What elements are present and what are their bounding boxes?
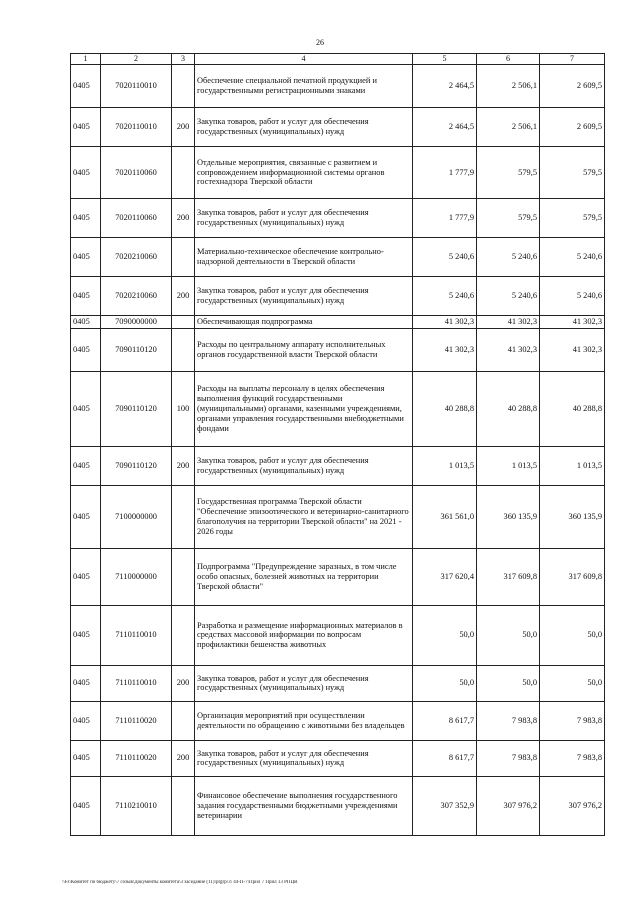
target-article-cell: 7090000000 <box>101 316 172 329</box>
section-code-cell: 0405 <box>71 605 101 665</box>
target-article-cell: 7110210010 <box>101 776 172 835</box>
expense-type-cell: 200 <box>172 740 195 776</box>
amount-year1-cell: 40 288,8 <box>413 371 477 446</box>
amount-year3-cell: 317 609,8 <box>540 548 605 605</box>
header-col-7: 7 <box>540 54 605 65</box>
amount-year2-cell: 7 983,8 <box>477 740 540 776</box>
table-row <box>71 199 605 238</box>
description-cell: Закупка товаров, работ и услуг для обеспечения государственных (муниципальных) нужд <box>195 665 413 701</box>
description-cell: Закупка товаров, работ и услуг для обеспечения государственных (муниципальных) нужд <box>195 446 413 485</box>
amount-year2-cell: 579,5 <box>477 199 540 238</box>
description-cell: Отдельные мероприятия, связанные с развитием и сопровождением информационной системы органов гостехнадзора Тверской области <box>195 147 413 199</box>
description-cell: Организация мероприятий при осуществлении деятельности по обращению с животными без владельцев <box>195 701 413 740</box>
expense-type-cell: 200 <box>172 277 195 316</box>
target-article-cell: 7110110010 <box>101 665 172 701</box>
amount-year1-cell: 5 240,6 <box>413 238 477 277</box>
expense-type-cell <box>172 776 195 835</box>
expense-type-cell: 100 <box>172 371 195 446</box>
table-row <box>71 328 605 371</box>
expense-type-cell: 200 <box>172 665 195 701</box>
amount-year3-cell: 579,5 <box>540 199 605 238</box>
description-cell: Государственная программа Тверской области "Обеспечение эпизоотического и ветеринарно-санитарного благополучия на территории Тверской области" на 2021 - 2026 годы <box>195 485 413 548</box>
amount-year1-cell: 2 464,5 <box>413 108 477 147</box>
section-code-cell: 0405 <box>71 446 101 485</box>
header-col-3: 3 <box>172 54 195 65</box>
section-code-cell: 0405 <box>71 548 101 605</box>
table-row <box>71 605 605 665</box>
footer-file-path: \\Fs\Комитет по бюджету\7 созыв\Документы комитета\3 заседание (11)\prgrp\3\ 44-П-7\Прил 7 Прил 13 РПЦВ <box>62 880 298 885</box>
amount-year1-cell: 41 302,3 <box>413 316 477 329</box>
section-code-cell: 0405 <box>71 316 101 329</box>
table-row <box>71 65 605 108</box>
header-col-1: 1 <box>71 54 101 65</box>
section-code-cell: 0405 <box>71 328 101 371</box>
expense-type-cell: 200 <box>172 199 195 238</box>
description-cell: Материально-техническое обеспечение контрольно-надзорной деятельности в Тверской области <box>195 238 413 277</box>
section-code-cell: 0405 <box>71 701 101 740</box>
table-row <box>71 548 605 605</box>
table-row <box>71 108 605 147</box>
table-row <box>71 277 605 316</box>
table-row <box>71 238 605 277</box>
table-row <box>71 701 605 740</box>
amount-year1-cell: 50,0 <box>413 605 477 665</box>
amount-year1-cell: 8 617,7 <box>413 740 477 776</box>
amount-year2-cell: 2 506,1 <box>477 108 540 147</box>
target-article-cell: 7020110060 <box>101 147 172 199</box>
amount-year1-cell: 8 617,7 <box>413 701 477 740</box>
target-article-cell: 7110000000 <box>101 548 172 605</box>
description-cell: Закупка товаров, работ и услуг для обеспечения государственных (муниципальных) нужд <box>195 277 413 316</box>
section-code-cell: 0405 <box>71 665 101 701</box>
amount-year2-cell: 7 983,8 <box>477 701 540 740</box>
amount-year3-cell: 41 302,3 <box>540 316 605 329</box>
table-row <box>71 316 605 329</box>
amount-year3-cell: 41 302,3 <box>540 328 605 371</box>
amount-year2-cell: 40 288,8 <box>477 371 540 446</box>
amount-year3-cell: 579,5 <box>540 147 605 199</box>
target-article-cell: 7020110010 <box>101 108 172 147</box>
page-number: 26 <box>316 38 324 47</box>
amount-year1-cell: 317 620,4 <box>413 548 477 605</box>
amount-year2-cell: 5 240,6 <box>477 277 540 316</box>
description-cell: Разработка и размещение информационных материалов в средствах массовой информации по вопросам профилактики бешенства животных <box>195 605 413 665</box>
target-article-cell: 7020110060 <box>101 199 172 238</box>
target-article-cell: 7110110020 <box>101 701 172 740</box>
amount-year3-cell: 7 983,8 <box>540 740 605 776</box>
amount-year3-cell: 2 609,5 <box>540 108 605 147</box>
amount-year1-cell: 307 352,9 <box>413 776 477 835</box>
amount-year2-cell: 360 135,9 <box>477 485 540 548</box>
target-article-cell: 7090110120 <box>101 328 172 371</box>
expense-type-cell <box>172 548 195 605</box>
expense-type-cell <box>172 605 195 665</box>
amount-year3-cell: 360 135,9 <box>540 485 605 548</box>
amount-year3-cell: 307 976,2 <box>540 776 605 835</box>
description-cell: Обеспечивающая подпрограмма <box>195 316 413 329</box>
table-row <box>71 776 605 835</box>
section-code-cell: 0405 <box>71 199 101 238</box>
section-code-cell: 0405 <box>71 277 101 316</box>
expense-type-cell <box>172 316 195 329</box>
amount-year1-cell: 1 777,9 <box>413 147 477 199</box>
section-code-cell: 0405 <box>71 65 101 108</box>
table-row <box>71 371 605 446</box>
table-row <box>71 446 605 485</box>
target-article-cell: 7020210060 <box>101 238 172 277</box>
amount-year1-cell: 41 302,3 <box>413 328 477 371</box>
description-cell: Расходы на выплаты персоналу в целях обеспечения выполнения функций государственными (муниципальными) органами, казенными учреждениями, органами управления государственными внебюджетными фондами <box>195 371 413 446</box>
target-article-cell: 7090110120 <box>101 446 172 485</box>
target-article-cell: 7020210060 <box>101 277 172 316</box>
expense-type-cell <box>172 238 195 277</box>
expense-type-cell: 200 <box>172 446 195 485</box>
expense-type-cell <box>172 485 195 548</box>
header-row <box>71 54 605 65</box>
expense-type-cell <box>172 328 195 371</box>
amount-year2-cell: 50,0 <box>477 605 540 665</box>
description-cell: Закупка товаров, работ и услуг для обеспечения государственных (муниципальных) нужд <box>195 108 413 147</box>
amount-year2-cell: 579,5 <box>477 147 540 199</box>
target-article-cell: 7110110020 <box>101 740 172 776</box>
section-code-cell: 0405 <box>71 740 101 776</box>
section-code-cell: 0405 <box>71 147 101 199</box>
section-code-cell: 0405 <box>71 485 101 548</box>
amount-year3-cell: 40 288,8 <box>540 371 605 446</box>
amount-year2-cell: 317 609,8 <box>477 548 540 605</box>
header-col-5: 5 <box>413 54 477 65</box>
budget-table <box>70 53 605 836</box>
table-row <box>71 485 605 548</box>
target-article-cell: 7110110010 <box>101 605 172 665</box>
amount-year3-cell: 5 240,6 <box>540 238 605 277</box>
header-col-4: 4 <box>195 54 413 65</box>
expense-type-cell <box>172 65 195 108</box>
description-cell: Закупка товаров, работ и услуг для обеспечения государственных (муниципальных) нужд <box>195 740 413 776</box>
description-cell: Расходы по центральному аппарату исполнительных органов государственной власти Тверской области <box>195 328 413 371</box>
expense-type-cell <box>172 701 195 740</box>
amount-year3-cell: 5 240,6 <box>540 277 605 316</box>
description-cell: Обеспечение специальной печатной продукцией и государственными регистрационными знаками <box>195 65 413 108</box>
description-cell: Подпрограмма "Предупреждение заразных, в том числе особо опасных, болезней животных на территории Тверской области" <box>195 548 413 605</box>
amount-year3-cell: 1 013,5 <box>540 446 605 485</box>
description-cell: Финансовое обеспечение выполнения государственного задания государственными бюджетными учреждениями ветеринарии <box>195 776 413 835</box>
amount-year2-cell: 50,0 <box>477 665 540 701</box>
amount-year1-cell: 1 777,9 <box>413 199 477 238</box>
amount-year3-cell: 50,0 <box>540 605 605 665</box>
amount-year1-cell: 5 240,6 <box>413 277 477 316</box>
target-article-cell: 7090110120 <box>101 371 172 446</box>
amount-year2-cell: 307 976,2 <box>477 776 540 835</box>
amount-year2-cell: 1 013,5 <box>477 446 540 485</box>
amount-year2-cell: 5 240,6 <box>477 238 540 277</box>
section-code-cell: 0405 <box>71 776 101 835</box>
expense-type-cell <box>172 147 195 199</box>
amount-year3-cell: 7 983,8 <box>540 701 605 740</box>
header-col-6: 6 <box>477 54 540 65</box>
header-col-2: 2 <box>101 54 172 65</box>
table-row <box>71 740 605 776</box>
amount-year1-cell: 2 464,5 <box>413 65 477 108</box>
description-cell: Закупка товаров, работ и услуг для обеспечения государственных (муниципальных) нужд <box>195 199 413 238</box>
amount-year3-cell: 2 609,5 <box>540 65 605 108</box>
expense-type-cell: 200 <box>172 108 195 147</box>
amount-year1-cell: 50,0 <box>413 665 477 701</box>
amount-year2-cell: 2 506,1 <box>477 65 540 108</box>
target-article-cell: 7020110010 <box>101 65 172 108</box>
amount-year3-cell: 50,0 <box>540 665 605 701</box>
amount-year1-cell: 361 561,0 <box>413 485 477 548</box>
amount-year1-cell: 1 013,5 <box>413 446 477 485</box>
target-article-cell: 7100000000 <box>101 485 172 548</box>
amount-year2-cell: 41 302,3 <box>477 316 540 329</box>
section-code-cell: 0405 <box>71 108 101 147</box>
section-code-cell: 0405 <box>71 371 101 446</box>
section-code-cell: 0405 <box>71 238 101 277</box>
table-row <box>71 665 605 701</box>
table-row <box>71 147 605 199</box>
amount-year2-cell: 41 302,3 <box>477 328 540 371</box>
